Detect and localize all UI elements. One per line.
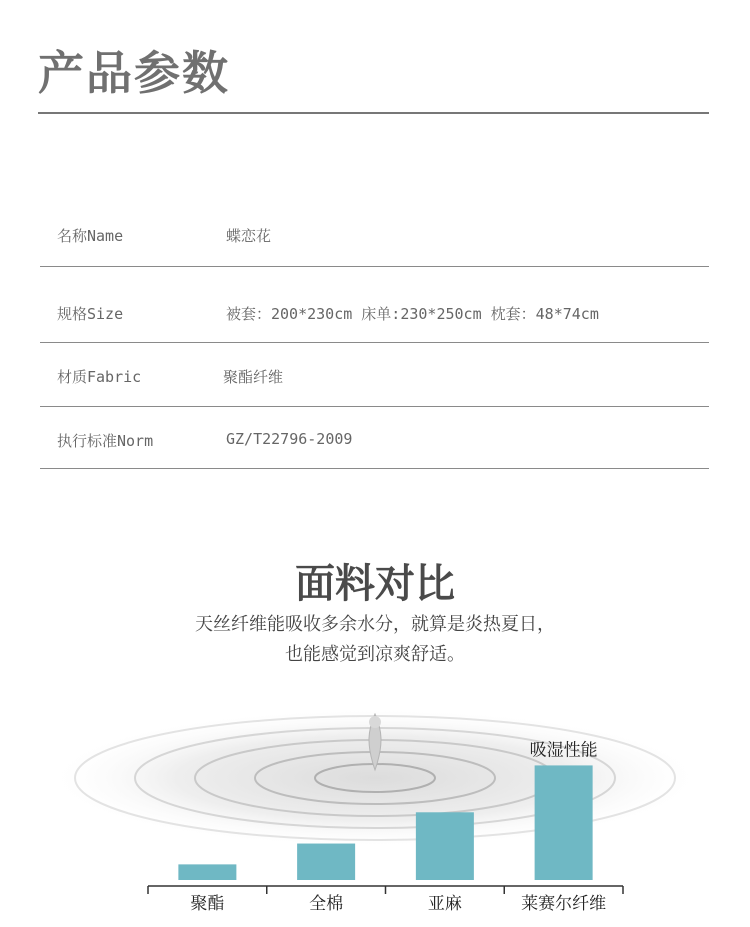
bar-polyester [178,864,236,880]
category-label-cotton: 全棉 [309,894,344,914]
spec-label: 执行标准Norm [57,432,154,450]
spec-value: 聚酯纤维 [223,368,284,386]
spec-label: 名称Name [57,227,124,245]
spec-value: 蝶恋花 [226,227,272,245]
category-label-linen: 亚麻 [427,894,462,914]
chart-annotation: 吸湿性能 [529,740,598,761]
comparison-title: 面料对比 [295,560,455,607]
category-label-lyocell: 莱赛尔纤维 [521,894,607,914]
bar-cotton [297,844,355,880]
bar-lyocell [535,765,593,880]
category-label-polyester: 聚酯 [190,894,225,914]
page-title: 产品参数 [38,46,230,100]
spec-value: 被套：200*230cm 床单:230*250cm 枕套：48*74cm [226,305,599,323]
spec-label: 规格Size [57,305,124,323]
bar-linen [416,812,474,880]
spec-label: 材质Fabric [57,368,142,386]
comparison-description-line1: 天丝纤维能吸收多余水分，就算是炎热夏日， [195,614,555,635]
spec-value: GZ/T22796-2009 [226,430,353,448]
comparison-description-line2: 也能感觉到凉爽舒适。 [285,644,465,665]
